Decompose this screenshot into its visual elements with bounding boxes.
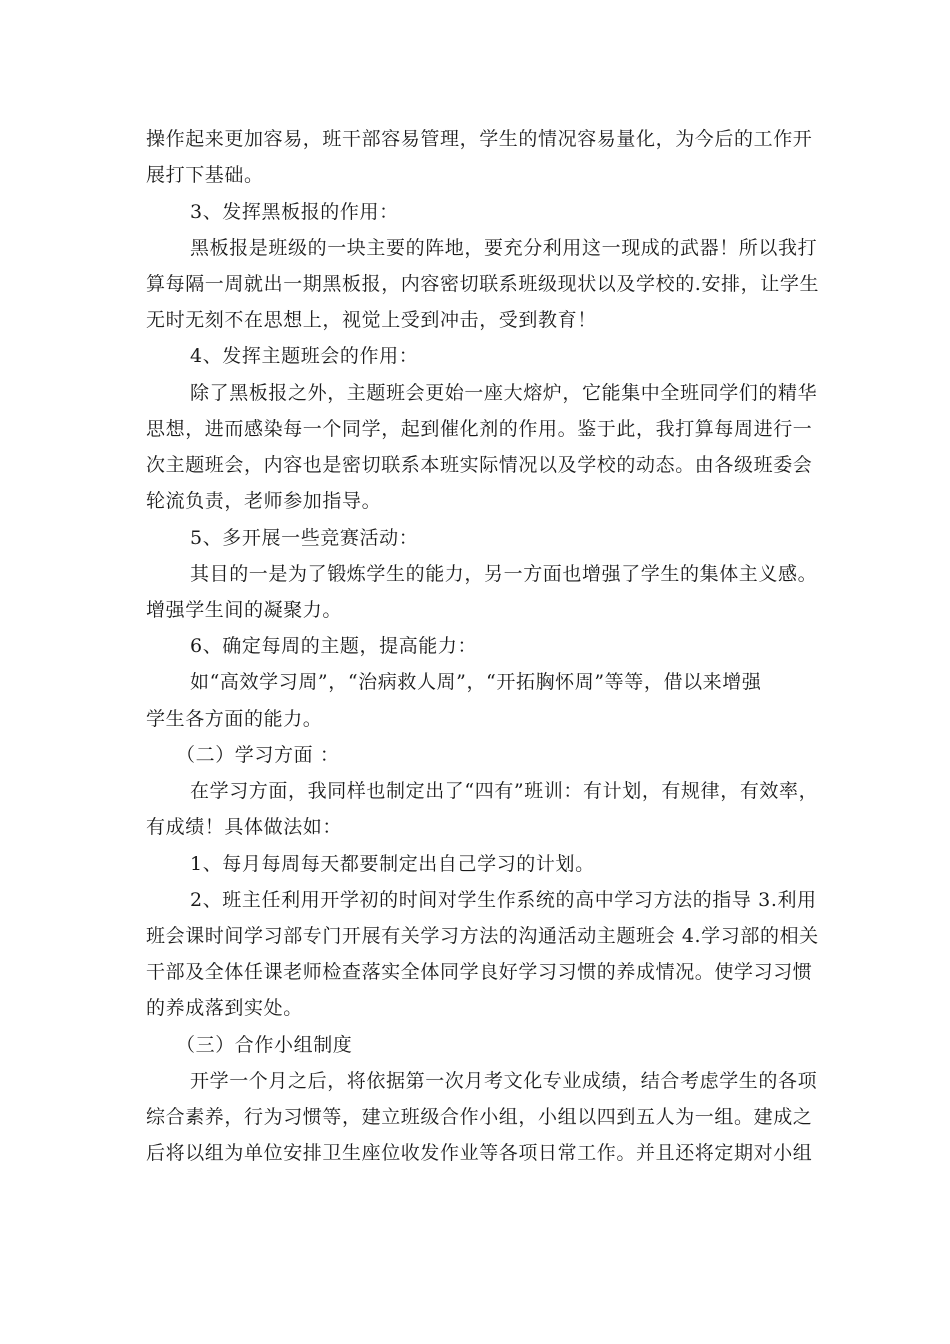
text-line: 算每隔一周就出一期黑板报，内容密切联系班级现状以及学校的.安排，让学生: [146, 273, 820, 295]
text-line: 2、班主任利用开学初的时间对学生作系统的高中学习方法的指导 3.利用: [190, 889, 817, 911]
text-line: 综合素养，行为习惯等，建立班级合作小组，小组以四到五人为一组。建成之: [146, 1106, 813, 1128]
text-line: 次主题班会，内容也是密切联系本班实际情况以及学校的动态。由各级班委会: [146, 454, 813, 476]
text-line: 轮流负责，老师参加指导。: [146, 490, 382, 512]
section-heading: 5、多开展一些竞赛活动：: [190, 527, 419, 549]
text-line: 的养成落到实处。: [146, 997, 303, 1019]
text-line: 操作起来更加容易，班干部容易管理，学生的情况容易量化，为今后的工作开: [146, 128, 813, 150]
text-line: 1、每月每周每天都要制定出自己学习的计划。: [190, 853, 595, 875]
text-line: 无时无刻不在思想上，视觉上受到冲击，受到教育！: [146, 309, 597, 331]
section-heading: 4、发挥主题班会的作用：: [190, 345, 419, 367]
text-line: 除了黑板报之外，主题班会更始一座大熔炉，它能集中全班同学们的精华: [190, 382, 818, 404]
section-heading: （二）学习方面 ：: [176, 744, 340, 766]
text-line: 学生各方面的能力。: [146, 708, 323, 730]
section-heading: （三）合作小组制度: [176, 1034, 353, 1056]
text-line: 其目的一是为了锻炼学生的能力，另一方面也增强了学生的集体主义感。: [190, 563, 818, 585]
section-heading: 6、确定每周的主题，提高能力：: [190, 635, 478, 657]
section-heading: 3、发挥黑板报的作用：: [190, 201, 399, 223]
text-line: 有成绩！具体做法如：: [146, 816, 343, 838]
text-line: 黑板报是班级的一块主要的阵地，要充分利用这一现成的武器！所以我打: [190, 237, 818, 259]
text-line: 干部及全体任课老师检查落实全体同学良好学习习惯的养成情况。使学习习惯: [146, 961, 813, 983]
text-line: 增强学生间的凝聚力。: [146, 599, 343, 621]
text-line: 思想，进而感染每一个同学，起到催化剂的作用。鉴于此，我打算每周进行一: [146, 418, 813, 440]
text-line: 展打下基础。: [146, 164, 264, 186]
text-line: 后将以组为单位安排卫生座位收发作业等各项日常工作。并且还将定期对小组: [146, 1142, 813, 1164]
text-line: 班会课时间学习部专门开展有关学习方法的沟通活动主题班会 4.学习部的相关: [146, 925, 819, 947]
text-line: 在学习方面，我同样也制定出了“四有”班训：有计划，有规律，有效率，: [190, 780, 819, 802]
text-line: 如“高效学习周”，“治病救人周”，“开拓胸怀周”等等，借以来增强: [190, 671, 762, 693]
text-line: 开学一个月之后，将依据第一次月考文化专业成绩，结合考虑学生的各项: [190, 1070, 818, 1092]
